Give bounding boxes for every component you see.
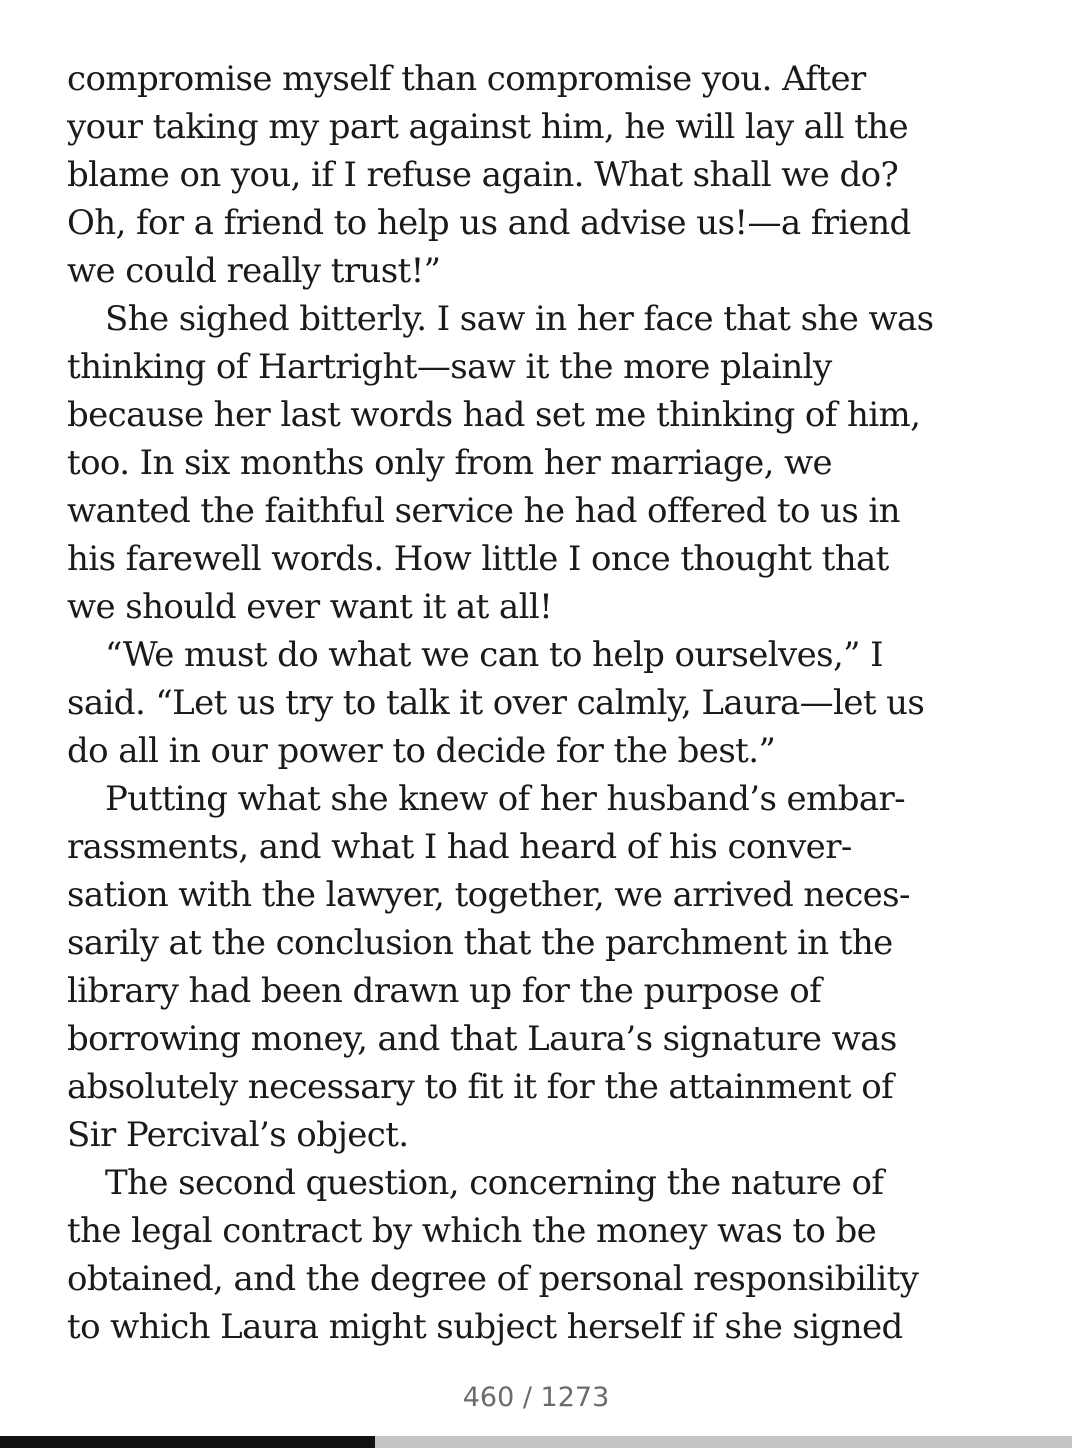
text-line: to which Laura might subject herself if she signed: [67, 1307, 903, 1347]
text-line: we should ever want it at all!: [67, 587, 553, 627]
reader-page-text: [67, 55, 1017, 1365]
text-line: absolutely necessary to fit it for the attainment of: [67, 1067, 894, 1107]
text-line: his farewell words. How little I once thought that: [67, 539, 889, 579]
reading-progress-bar[interactable]: [0, 1436, 1072, 1448]
text-line: said. “Let us try to talk it over calmly, Laura—let us: [67, 683, 925, 723]
page-counter: 460 / 1273: [462, 1382, 610, 1413]
reading-progress-fill: [0, 1436, 375, 1448]
text-line: thinking of Hartright—saw it the more plainly: [67, 347, 832, 387]
text-line: borrowing money, and that Laura’s signature was: [67, 1019, 897, 1059]
text-line: Oh, for a friend to help us and advise us!—a friend: [67, 203, 911, 243]
text-line: compromise myself than compromise you. After: [67, 59, 866, 99]
paragraph-start-line: “We must do what we can to help ourselves,” I: [105, 635, 883, 675]
text-line: blame on you, if I refuse again. What shall we do?: [67, 155, 899, 195]
text-line: too. In six months only from her marriage, we: [67, 443, 833, 483]
text-line: your taking my part against him, he will lay all the: [67, 107, 908, 147]
text-line: sarily at the conclusion that the parchment in the: [67, 923, 893, 963]
text-line: wanted the faithful service he had offered to us in: [67, 491, 900, 531]
text-line: sation with the lawyer, together, we arrived neces-: [67, 875, 910, 915]
text-line: library had been drawn up for the purpose of: [67, 971, 822, 1011]
text-line: the legal contract by which the money was to be: [67, 1211, 877, 1251]
text-line: Sir Percival’s object.: [67, 1115, 409, 1155]
paragraph-start-line: Putting what she knew of her husband’s embar-: [105, 779, 906, 819]
text-line: rassments, and what I had heard of his conver-: [67, 827, 852, 867]
paragraph-start-line: She sighed bitterly. I saw in her face that she was: [105, 299, 934, 339]
text-line: we could really trust!”: [67, 251, 441, 291]
paragraph-start-line: The second question, concerning the nature of: [105, 1163, 884, 1203]
text-line: obtained, and the degree of personal responsibility: [67, 1259, 919, 1299]
text-line: because her last words had set me thinking of him,: [67, 395, 921, 435]
text-line: do all in our power to decide for the best.”: [67, 731, 776, 771]
